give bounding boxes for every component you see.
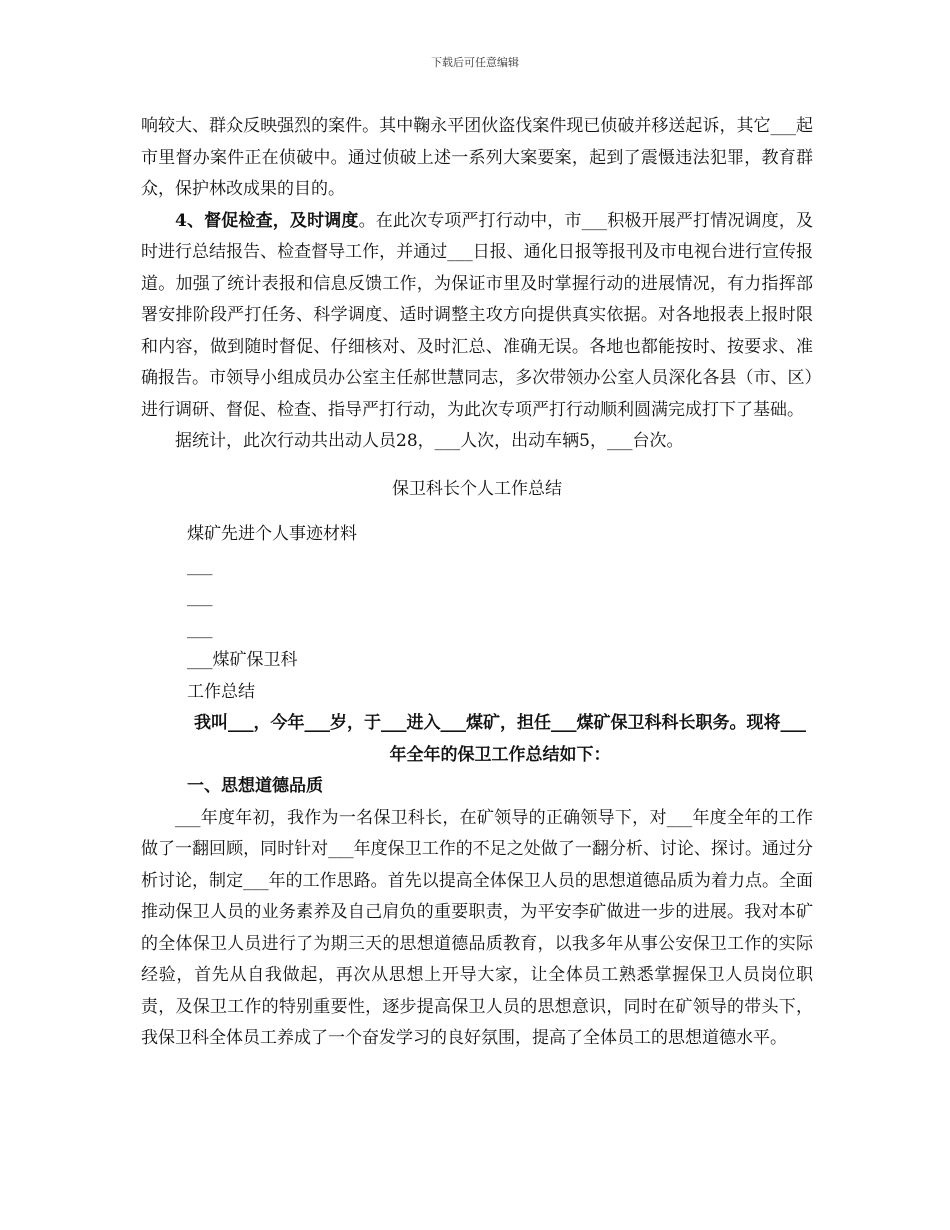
introduction-paragraph: 我叫___，今年___岁，于___进入___煤矿，担任___煤矿保卫科科长职务。现将___年全年的保卫工作总结如下：: [194, 713, 806, 765]
subtitle-line: 煤矿先进个人事迹材料: [187, 524, 357, 544]
blank-line: ___: [187, 555, 213, 576]
paragraph-supervision: [141, 206, 813, 427]
blank-line: ___: [187, 587, 213, 607]
document-title: 保卫科长个人工作总结: [392, 478, 562, 499]
paragraph-case-summary: 响较大、群众反映强烈的案件。其中鞠永平团伙盗伐案件现已侦破并移送起诉，其它___起市里督办案件正在侦破中。通过侦破上述一系列大案要案，起到了震慑违法犯罪，教育群众，保护林改成果的目的。: [141, 116, 813, 199]
document-body: [141, 111, 813, 1055]
section-body: ___年度年初，我作为一名保卫科长，在矿领导的正确领导下，对___年度全年的工作做了一翻回顾，同时针对___年度保卫工作的不足之处做了一翻分析、讨论、探讨。通过分析讨论，制定___年的工作思路。首先以提高全体保卫人员的思想道德品质为着力点。全面推动保卫人员的业务素养及自己肩负的重要职责，为平安李矿做进一步的进展。我对本矿的全体保卫人员进行了为期三天的思想道德品质教育，以我多年从事公安保卫工作的实际经验，首先从自我做起，再次从思想上开导大家，让全体员工熟悉掌握保卫人员岗位职责，及保卫工作的特别重要性，逐步提高保卫人员的思想意识，同时在矿领导的带头下，我保卫科全体员工养成了一个奋发学习的良好氛围，提高了全体员工的思想道德水平。: [141, 807, 813, 1048]
blank-line: ___: [187, 618, 213, 639]
summary-label: 工作总结: [187, 681, 255, 702]
department-line: ___煤矿保卫科: [187, 650, 298, 670]
section-heading: 一、思想道德品质: [187, 776, 323, 796]
paragraph-statistics: 据统计，此次行动共出动人员28，___人次，出动车辆5，___台次。: [175, 431, 684, 451]
supervision-heading: 4、督促检查，及时调度: [175, 210, 359, 231]
page-header: 下载后可任意编辑: [431, 56, 519, 69]
supervision-text: 。在此次专项严打行动中，市___积极开展严打情况调度，及时进行总结报告、检查督导工作，并通过___日报、通化日报等报刊及市电视台进行宣传报道。加强了统计表报和信息反馈工作，为保证市里及时掌握行动的进展情况，有力指挥部署安排阶段严打任务、科学调度、适时调整主攻方向提供真实依据。对各地报表上报时限和内容，做到随时督促、仔细核对、及时汇总、准确无误。各地也都能按时、按要求、准确报告。市领导小组成员办公室主任郝世慧同志，多次带领办公室人员深化各县（市、区）进行调研、督促、检查、指导严打行动，为此次专项严打行动顺利圆满完成打下了基础。: [141, 210, 813, 420]
